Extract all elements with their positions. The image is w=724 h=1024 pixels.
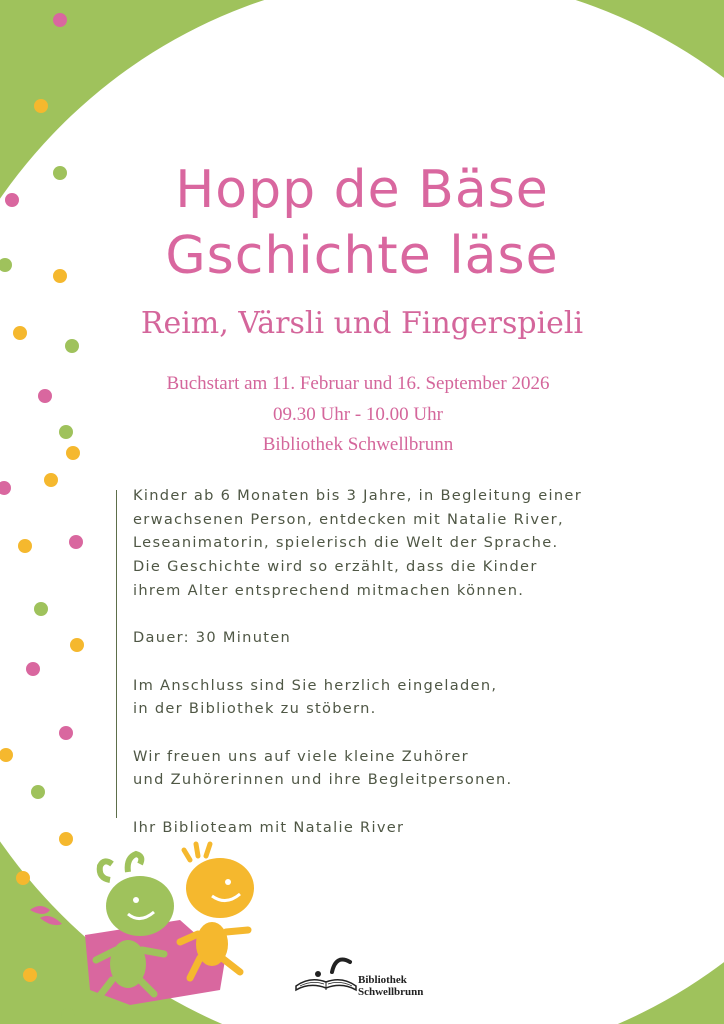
paragraph-duration: Dauer: 30 Minuten bbox=[133, 629, 292, 647]
event-location: Bibliothek Schwellbrunn bbox=[262, 434, 454, 455]
event-dates: Buchstart am 11. Februar und 16. September 2026 bbox=[166, 373, 550, 394]
description-block bbox=[133, 484, 653, 863]
children-illustration bbox=[20, 840, 280, 1015]
subtitle: Reim, Värsli und Fingerspieli bbox=[140, 306, 584, 341]
title-line-2: Gschichte läse bbox=[165, 226, 559, 286]
library-logo-text bbox=[358, 974, 423, 998]
paragraph-welcome: Wir freuen uns auf viele kleine Zuhörer und Zuhörerinnen und ihre Begleitpersonen. bbox=[133, 747, 513, 789]
vertical-divider bbox=[116, 490, 117, 818]
logo-line-1: Bibliothek bbox=[358, 974, 407, 986]
logo-line-2: Schwellbrunn bbox=[358, 986, 424, 998]
paragraph-signature: Ihr Biblioteam mit Natalie River bbox=[133, 818, 405, 836]
title-line-1: Hopp de Bäse bbox=[175, 160, 549, 220]
open-book-icon bbox=[296, 960, 356, 990]
paragraph-invitation: Im Anschluss sind Sie herzlich eingeladen, in der Bibliothek zu stöbern. bbox=[133, 676, 498, 718]
event-time: 09.30 Uhr - 10.00 Uhr bbox=[273, 404, 443, 425]
paragraph-intro: Kinder ab 6 Monaten bis 3 Jahre, in Begleitung einer erwachsenen Person, entdecken mit Natalie River, Leseanimatorin, spielerisch die Welt der Sprache. Die Geschichte wird so erzählt, dass die Kinder ihrem Alter entsprechend mitmachen können. bbox=[133, 487, 583, 599]
